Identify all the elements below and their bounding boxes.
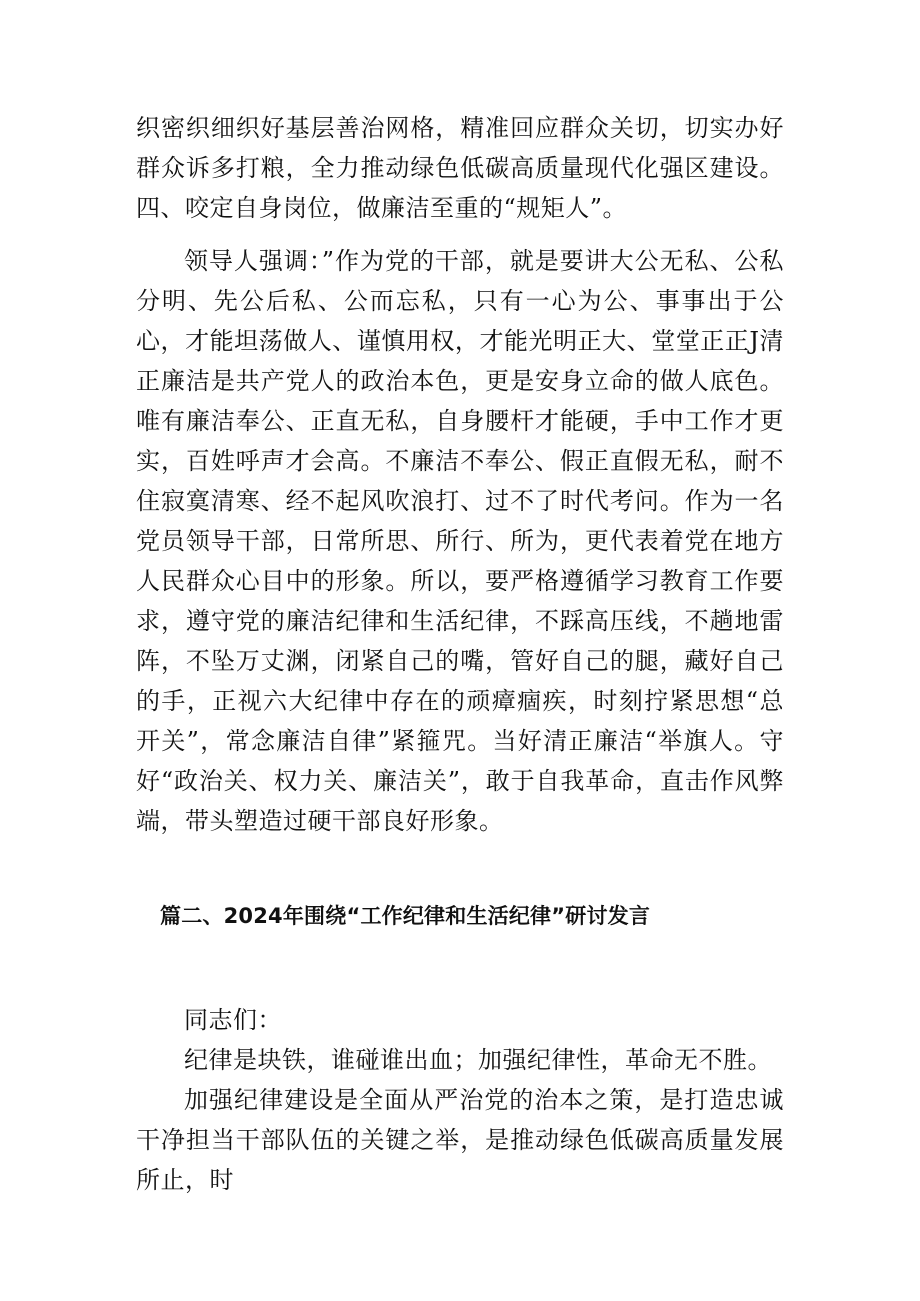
section-heading: 篇二、2024年围绕“工作纪律和生活纪律”研讨发言: [160, 904, 651, 928]
paragraph-continued: 织密织细织好基层善治网格，精准回应群众关切，切实办好群众诉多打粮，全力推动绿色低碳高质量现代化强区建设。四、咬定自身岗位，做廉洁至重的“规矩人”。: [136, 114, 784, 222]
motto-line: 纪律是块铁，谁碰谁出血；加强纪律性，革命无不胜。: [184, 1046, 772, 1074]
paragraph-leader-quote: 领导人强调：”作为党的干部，就是要讲大公无私、公私分明、先公后私、公而忘私，只有一心为公、事事出于公心，才能坦荡做人、谨慎用权，才能光明正大、堂堂正正J清正廉洁是共产党人的政治本色，更是安身立命的做人底色。唯有廉洁奉公、正直无私，自身腰杆才能硬，手中工作才更实，百姓呼声才会高。不廉洁不奉公、假正直假无私，耐不住寂寞清寒、经不起风吹浪打、过不了时代考问。作为一名党员领导干部，日常所思、所行、所为，更代表着党在地方人民群众心目中的形象。所以，要严格遵循学习教育工作要求，遵守党的廉洁纪律和生活纪律，不踩高压线，不趟地雷阵，不坠万丈渊，闭紧自己的嘴，管好自己的腿，藏好自己的手，正视六大纪律中存在的顽瘴痼疾，时刻拧紧思想“总开关”，常念廉洁自律”紧箍咒。当好清正廉洁“举旗人。守好“政治关、权力关、廉洁关”，敢于自我革命，直击作风弊端，带头塑造过硬干部良好形象。: [136, 247, 784, 835]
salutation: 同志们：: [184, 1006, 282, 1034]
paragraph-intro: 加强纪律建设是全面从严治党的治本之策，是打造忠诚干净担当干部队伍的关键之举，是推动绿色低碳高质量发展所止，时: [136, 1086, 784, 1194]
